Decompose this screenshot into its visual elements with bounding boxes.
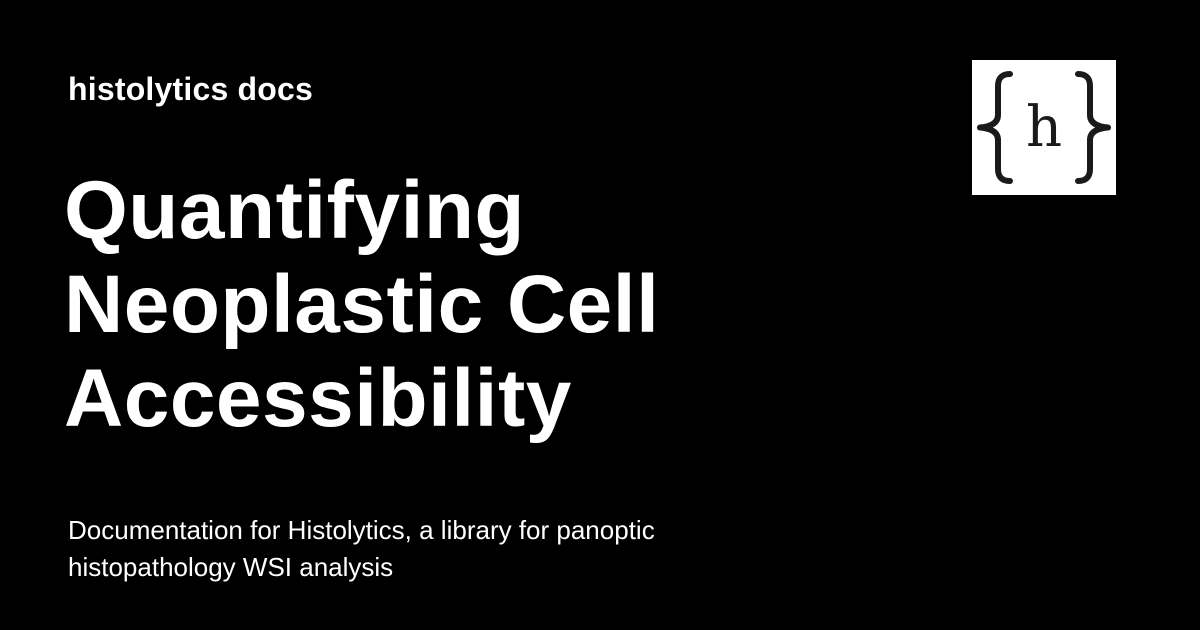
left-brace-icon <box>980 74 1010 181</box>
page-description-line: histopathology WSI analysis <box>68 552 394 582</box>
page-title-line: Accessibility <box>64 353 572 444</box>
page-title <box>64 164 824 446</box>
right-brace-icon <box>1078 74 1108 181</box>
page-description <box>68 512 828 586</box>
logo-letter: h <box>1025 95 1063 160</box>
page-description-line: Documentation for Histolytics, a library for panoptic <box>68 515 655 545</box>
logo <box>972 60 1116 195</box>
page-title-line: Neoplastic Cell <box>64 259 660 350</box>
site-name: histolytics docs <box>68 71 314 107</box>
page-title-line: Quantifying <box>64 165 526 256</box>
curly-braces-h-logo-icon <box>972 60 1116 195</box>
